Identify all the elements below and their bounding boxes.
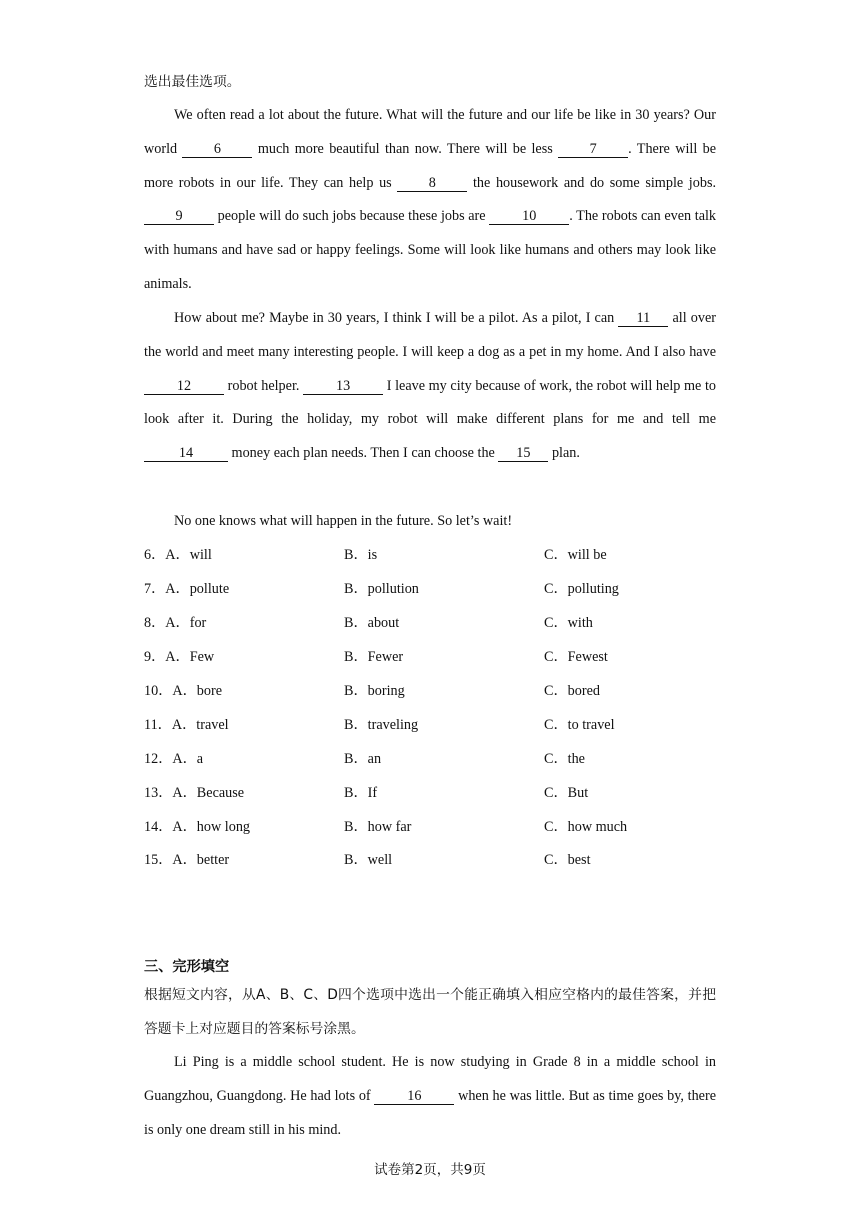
option-c[interactable]: C．how much	[544, 819, 628, 835]
question-9-options	[144, 640, 744, 674]
blank-13[interactable]: 13	[303, 378, 383, 395]
blank-16[interactable]: 16	[374, 1088, 454, 1105]
option-a[interactable]: 13．A．Because	[144, 785, 245, 801]
option-a[interactable]: 8．A．for	[144, 615, 207, 631]
option-b[interactable]: B．how far	[344, 819, 412, 835]
blank-9[interactable]: 9	[144, 208, 214, 225]
question-15-options	[144, 843, 744, 877]
option-a[interactable]: 12．A．a	[144, 751, 204, 767]
intro-tail: 选出最佳选项。	[144, 74, 241, 90]
passage-text: Li Ping is a middle school student. He is now studying in Grade 8 in a middle school in Guangzhou, Guangdong. He had lots of	[144, 1054, 716, 1104]
option-a[interactable]: 14．A．how long	[144, 819, 251, 835]
question-7-options	[144, 572, 744, 606]
passage-text: . The robots can even talk with humans and have sad or happy feelings. Some will look like humans and others may look like animals.	[144, 208, 717, 292]
option-a[interactable]: 15．A．better	[144, 852, 230, 868]
passage-text: all over the world and meet many interesting people. I will keep a dog as a pet in my home. And I also have	[144, 310, 716, 360]
option-b[interactable]: B．an	[344, 751, 382, 767]
option-b[interactable]: B．boring	[344, 683, 405, 699]
option-a[interactable]: 7．A．pollute	[144, 581, 230, 597]
passage-text: plan.	[551, 445, 580, 462]
option-a[interactable]: 10．A．bore	[144, 683, 223, 699]
blank-8[interactable]: 8	[397, 175, 467, 192]
section-title: 三、完形填空	[144, 959, 230, 975]
option-a[interactable]: 11．A．travel	[144, 717, 229, 733]
section-instruction: 根据短文内容，从A、B、C、D四个选项中选出一个能正确填入相应空格内的最佳答案，并把答题卡上对应题目的答案标号涂黑。	[144, 987, 716, 1037]
passage-text: I leave my city because of work, the robot will help me to look after it. During the holiday, my robot will make different plans for me and tell me	[144, 377, 716, 428]
passage-paragraph-1	[144, 99, 716, 302]
passage-text: people will do such jobs because these jobs are	[217, 208, 486, 225]
option-c[interactable]: C．Fewest	[544, 649, 608, 665]
option-b[interactable]: B．about	[344, 615, 400, 631]
question-8-options	[144, 606, 744, 640]
option-c[interactable]: C．polluting	[544, 581, 619, 597]
passage-text: We often read a lot about the future. What will the future and our life be like in 30 years? Our world	[144, 107, 716, 157]
blank-12[interactable]: 12	[144, 378, 224, 395]
option-a[interactable]: 6．A．will	[144, 547, 212, 563]
passage-paragraph-3: No one knows what will happen in the future. So let’s wait!	[174, 513, 513, 529]
option-a[interactable]: 9．A．Few	[144, 649, 215, 665]
blank-10[interactable]: 10	[489, 208, 569, 225]
option-b[interactable]: B．If	[344, 785, 378, 801]
blank-7[interactable]: 7	[558, 141, 628, 158]
option-c[interactable]: C．the	[544, 751, 585, 767]
option-b[interactable]: B．pollution	[344, 581, 419, 597]
blank-11[interactable]: 11	[618, 310, 668, 327]
option-b[interactable]: B．is	[344, 547, 378, 563]
passage-text: robot helper.	[227, 377, 300, 394]
page-footer: 试卷第2页，共9页	[374, 1162, 486, 1178]
option-c[interactable]: C．with	[544, 615, 593, 631]
option-c[interactable]: C．best	[544, 852, 591, 868]
passage-text: the housework and do some simple jobs.	[472, 174, 717, 191]
question-12-options	[144, 742, 744, 776]
option-b[interactable]: B．well	[344, 852, 393, 868]
blank-6[interactable]: 6	[182, 141, 252, 158]
option-b[interactable]: B．traveling	[344, 717, 419, 733]
question-6-options	[144, 538, 744, 572]
option-c[interactable]: C．But	[544, 785, 589, 801]
blank-14[interactable]: 14	[144, 445, 228, 462]
option-c[interactable]: C．will be	[544, 547, 607, 563]
question-11-options	[144, 708, 744, 742]
option-c[interactable]: C．to travel	[544, 717, 615, 733]
option-c[interactable]: C．bored	[544, 683, 600, 699]
passage2-paragraph-1	[144, 1046, 716, 1147]
passage-text: when he was little. But as time goes by, there is only one dream still in his mind.	[144, 1087, 716, 1138]
passage-paragraph-2	[144, 302, 716, 471]
passage-text: How about me? Maybe in 30 years, I think I will be a pilot. As a pilot, I can	[174, 310, 615, 326]
blank-15[interactable]: 15	[498, 445, 548, 462]
passage-text: . There will be more robots in our life. They can help us	[144, 140, 717, 191]
question-14-options	[144, 810, 744, 844]
option-b[interactable]: B．Fewer	[344, 649, 404, 665]
question-10-options	[144, 674, 744, 708]
question-13-options	[144, 776, 744, 810]
passage-text: much more beautiful than now. There will be less	[257, 140, 553, 157]
passage-text: money each plan needs. Then I can choose the	[231, 445, 495, 462]
